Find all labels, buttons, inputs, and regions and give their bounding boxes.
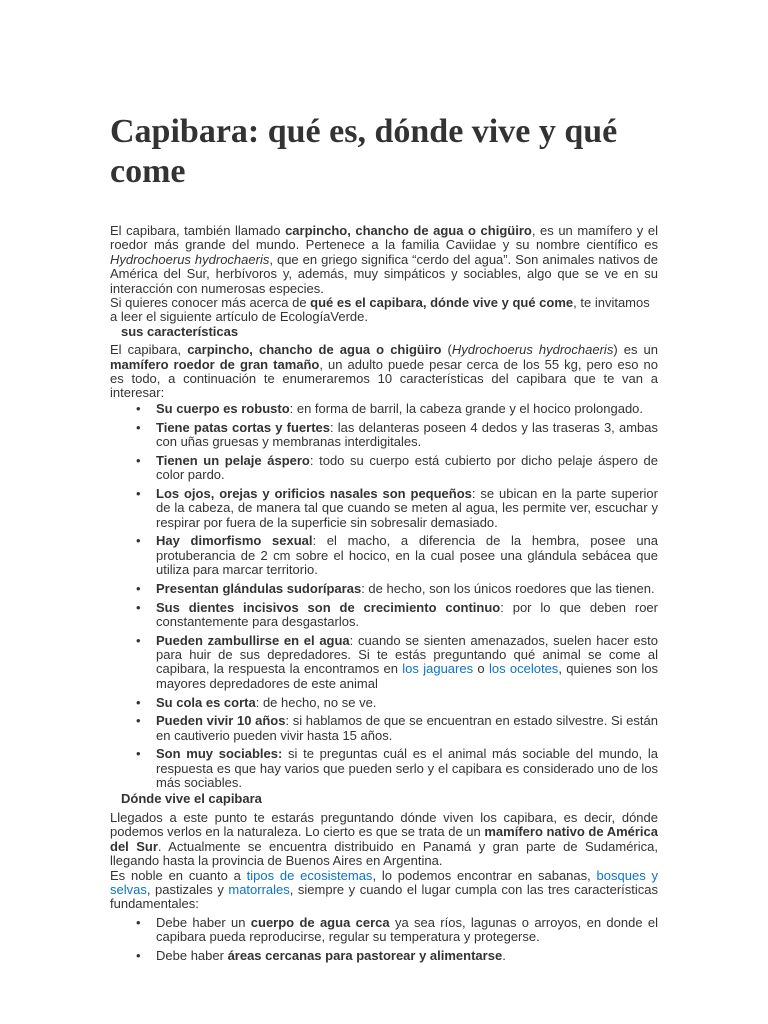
intro-text: , es un mamífero y el roedor más grande del mundo. Pertenece a la familia Caviidae y su nombre científico es	[110, 223, 658, 253]
item-bold: Su cola es corta	[156, 694, 256, 710]
document-page	[110, 112, 658, 968]
body-text: ) es un	[613, 342, 658, 358]
bullet-icon: •	[136, 914, 141, 930]
body-text: , siempre y cuando el lugar cumpla con las tres características fundamentales:	[110, 882, 658, 912]
item-text: : se ubican en la parte superior de la cabeza, de manera tal que cuando se meten al agua, les permite ver, escuchar y respirar por fuera de la superficie sin sobresalir demasiado.	[156, 485, 658, 530]
item-text: : si hablamos de que se encuentran en estado silvestre. Si están en cautiverio pueden vivir hasta 15 años.	[156, 713, 658, 743]
bullet-icon: •	[136, 452, 141, 468]
body-text: . Actualmente se encuentra distribuido en Panamá y gran parte de Sudamérica, llegando hasta la provincia de Buenos Aires en Argentina.	[110, 838, 658, 869]
bullet-icon: •	[136, 746, 141, 762]
item-bold: cuerpo de agua cerca	[250, 914, 390, 930]
link-bosques-y-selvas[interactable]: bosques y selvas	[110, 867, 658, 898]
list-item	[110, 454, 658, 483]
bullet-icon: •	[136, 400, 141, 416]
list-item	[110, 421, 658, 450]
item-text: Debe haber	[156, 947, 228, 963]
link-ocelotes[interactable]: los ocelotes	[488, 661, 559, 677]
body-bold: carpincho, chancho de agua o chigüiro	[187, 342, 442, 358]
list-item	[110, 916, 658, 945]
list-item	[110, 534, 658, 577]
link-jaguares[interactable]: los jaguares	[402, 661, 474, 677]
section-heading-characteristics: sus características	[121, 323, 239, 339]
item-text: : cuando se sienten amenazados, suelen hacer esto para huir de sus depredadores. Si te estás preguntando qué animal se come al capibara, la respuesta la encontramos en	[156, 632, 658, 677]
characteristics-list	[110, 402, 658, 791]
body-text: Es noble en cuanto a	[110, 867, 247, 883]
item-bold: áreas cercanas para pastorear y alimentarse	[227, 947, 503, 963]
item-text: ya sea ríos, lagunas o arroyos, en donde el capibara pueda reproducirse, regular su temperatura y protegerse.	[156, 914, 659, 945]
item-bold: Pueden zambullirse en el agua	[156, 632, 350, 648]
body-text: Llegados a este punto te estarás preguntando dónde viven los capibara, es decir, dónde podemos verlos en la naturaleza. Lo cierto es que se trata de un	[110, 810, 658, 840]
item-text: o	[473, 661, 489, 677]
item-bold: Su cuerpo es robusto	[156, 400, 290, 416]
body-text: El capibara,	[110, 342, 188, 358]
intro-paragraph-2	[110, 296, 658, 325]
habitat-paragraph-2	[110, 869, 658, 912]
body-text: , un adulto puede pesar cerca de los 55 kg, pero eso no es todo, a continuación te enumeraremos 10 características del capibara que te van a interesar:	[110, 356, 658, 401]
link-matorrales[interactable]: matorrales	[228, 882, 290, 898]
item-bold: Hay dimorfismo sexual	[156, 533, 313, 549]
list-item	[110, 634, 658, 692]
bullet-icon: •	[136, 599, 141, 615]
item-text: : de hecho, son los únicos roedores que las tienen.	[361, 580, 655, 596]
item-bold: Pueden vivir 10 años	[156, 713, 286, 729]
section-heading-habitat: Dónde vive el capibara	[121, 790, 262, 806]
link-tipos-de-ecosistemas[interactable]: tipos de ecosistemas	[246, 867, 373, 883]
item-bold: Tienen un pelaje áspero	[156, 452, 310, 468]
item-text: : por lo que deben roer constantemente para desgastarlos.	[156, 599, 658, 629]
list-item	[110, 714, 658, 743]
body-text: , lo podemos encontrar en sabanas,	[372, 867, 597, 883]
habitat-list	[110, 916, 658, 964]
item-text: : todo su cuerpo está cubierto por dicho pelaje áspero de color pardo.	[156, 452, 658, 483]
bullet-icon: •	[136, 533, 141, 549]
bullet-icon: •	[136, 580, 141, 596]
intro-text: , que en griego significa “cerdo del agua”. Son animales nativos de América del Sur, herbívoros y, además, muy simpáticos y sociables, algo que se ve en su interacción con numerosas especies.	[110, 251, 659, 296]
item-bold: Sus dientes incisivos son de crecimiento continuo	[156, 599, 501, 615]
intro-bold: carpincho, chancho de agua o chigüiro	[285, 223, 532, 238]
item-text: : las delanteras poseen 4 dedos y las traseras 3, ambas con uñas gruesas y membranas interdigitales.	[156, 419, 658, 449]
list-item	[110, 696, 658, 710]
page-title: Capibara: qué es, dónde vive y qué come	[110, 113, 618, 190]
item-text: : de hecho, no se ve.	[255, 694, 377, 710]
list-item	[110, 747, 658, 790]
list-item	[110, 487, 658, 530]
bullet-icon: •	[136, 632, 141, 648]
characteristics-paragraph	[110, 343, 658, 401]
list-item	[110, 949, 658, 963]
item-bold: Presentan glándulas sudoríparas	[156, 580, 362, 596]
item-text: Debe haber un	[156, 914, 251, 930]
body-text: (	[441, 342, 452, 358]
intro-paragraph-1	[110, 224, 658, 296]
body-text: , pastizales y	[146, 882, 229, 898]
item-text: : el macho, a diferencia de la hembra, posee una protuberancia de 2 cm sobre el hocico, en la cual posee una glándula sebácea que utiliza para marcar territorio.	[156, 533, 659, 578]
list-item	[110, 601, 658, 630]
bullet-icon: •	[136, 694, 141, 710]
body-bold: mamífero nativo de América del Sur	[110, 824, 658, 854]
intro-text: , te invitamos a leer el siguiente artículo de EcologíaVerde.	[110, 295, 650, 325]
item-text: .	[502, 947, 506, 963]
item-text: : en forma de barril, la cabeza grande y el hocico prolongado.	[289, 400, 644, 416]
body-bold: mamífero roedor de gran tamaño	[110, 356, 320, 372]
intro-text: El capibara, también llamado	[110, 223, 286, 238]
bullet-icon: •	[136, 485, 141, 501]
habitat-paragraph-1	[110, 811, 658, 869]
intro-text: Si quieres conocer más acerca de	[110, 295, 311, 311]
item-text: si te preguntas cuál es el animal más sociable del mundo, la respuesta es que hay varios que pueden serlo y el capibara es considerado uno de los más sociables.	[156, 746, 658, 791]
list-item	[110, 402, 658, 416]
bullet-icon: •	[136, 419, 141, 435]
intro-bold: qué es el capibara, dónde vive y qué come	[310, 295, 574, 311]
scientific-name: Hydrochoerus hydrochaeris	[451, 342, 614, 358]
bullet-icon: •	[136, 713, 141, 729]
bullet-icon: •	[136, 947, 141, 963]
item-bold: Son muy sociables:	[156, 746, 283, 762]
scientific-name: Hydrochoerus hydrochaeris	[110, 251, 270, 267]
item-bold: Tiene patas cortas y fuertes	[156, 419, 330, 435]
list-item	[110, 582, 658, 596]
item-bold: Los ojos, orejas y orificios nasales son pequeños	[156, 485, 472, 501]
item-text: , quienes son los mayores depredadores de este animal	[156, 661, 658, 691]
